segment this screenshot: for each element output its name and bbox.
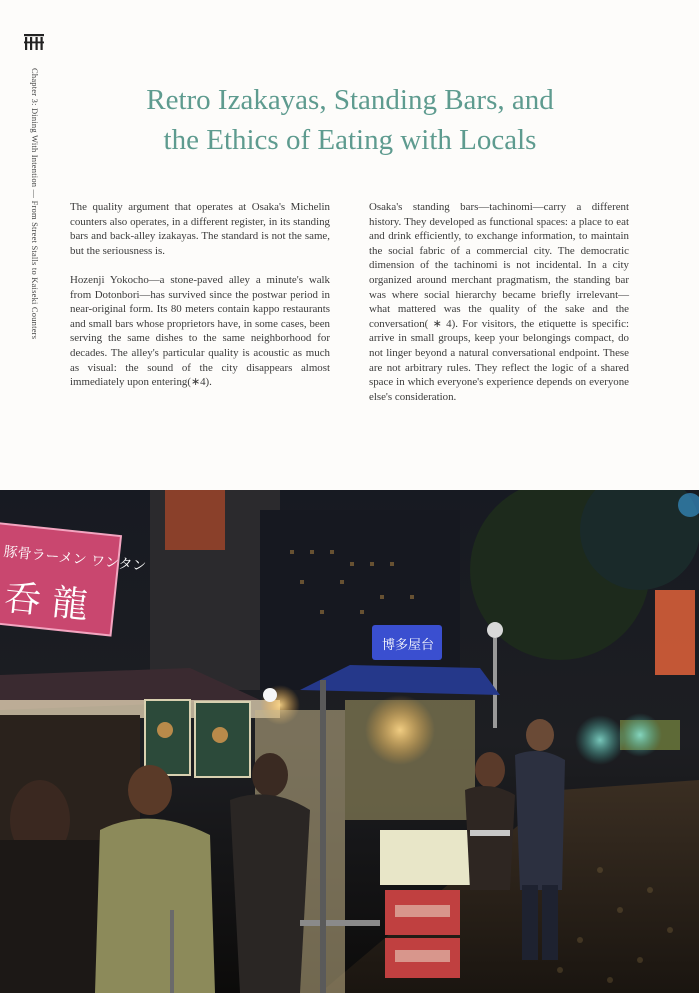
left-column [70, 200, 330, 404]
sign-big-text: 呑 龍 [2, 577, 91, 627]
publisher-logo-icon [24, 34, 44, 50]
paragraph: The quality argument that operates at Osaka's Michelin counters also operates, in a different register, in its standing bars and back-alley izakayas. The standard is not the same, but the seriousness is. [70, 201, 330, 257]
title-line-2: the Ethics of Eating with Locals [163, 124, 537, 156]
title-line-1: Retro Izakayas, Standing Bars, and [146, 84, 554, 116]
sign-text: 豚骨ラーメン ワンタン [2, 543, 147, 575]
paragraph: Osaka's standing bars—tachinomi—carry a different history. They developed as functional spaces: a place to eat and drink efficiently, to exchange information, to maintain the social fabric of a commercial city. The democratic dimension of the tachinomi is not incidental. In a city organized around merchant pragmatism, the standing bar was where social hierarchy became briefly irrelevant—what mattered was the quality of the sake and the conversation( ∗ 4). For visitors, the etiquette is specific: arrive in small groups, keep your belongings compact, do not linger beyond a natural conversational endpoint. These are not arbitrary rules. They reflect the logic of a shared space in which everyone's experience depends on everyone else's consideration. [369, 201, 629, 403]
right-column [369, 200, 629, 419]
chapter-label: Chapter 3: Dining With Intention — From Street Stalls to Kaiseki Counters [30, 68, 40, 340]
street-stall-photo [0, 490, 699, 993]
paragraph: Hozenji Yokocho—a stone-paved alley a minute's walk from Dotonbori—has survived since the postwar period in near-original form. Its 80 meters contain kappo restaurants and small bars whose proprietors have, in some cases, been serving the same dishes to the same neighborhood for decades. The alley's particular quality is acoustic as much as visual: the sound of the city disappears almost immediately upon entering(∗4). [70, 273, 330, 389]
blue-sign-text: 博多屋台 [382, 638, 435, 653]
page-title [70, 80, 630, 160]
